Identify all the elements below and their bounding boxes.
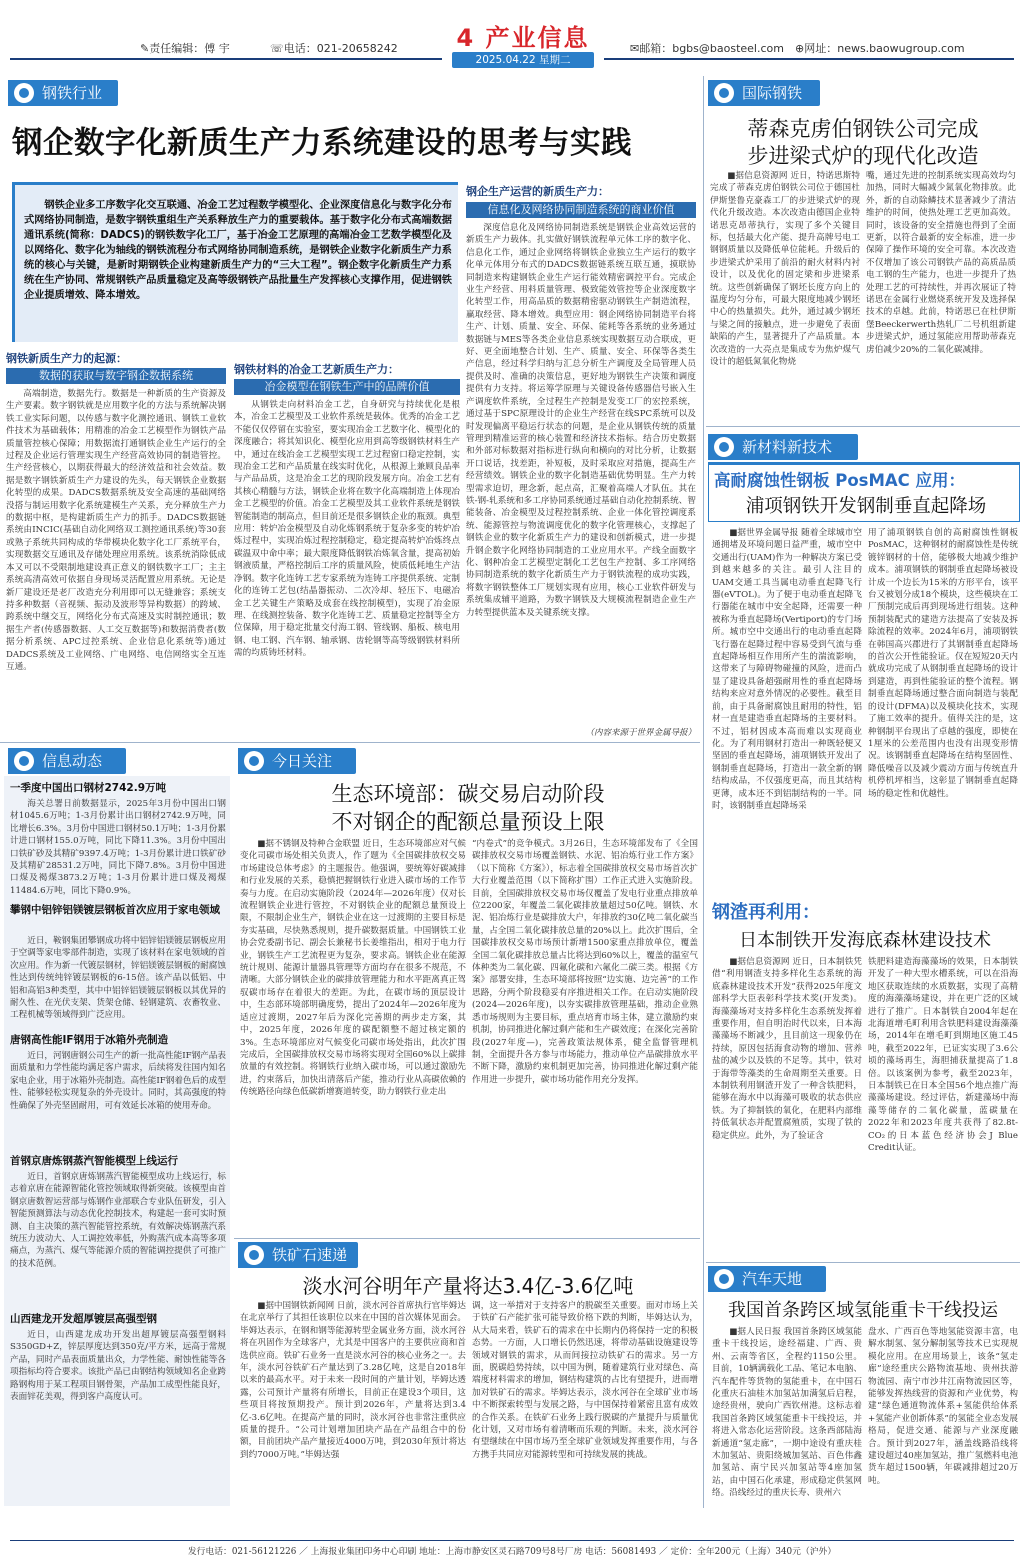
intl-headline-line1: 蒂森克虏伯钢铁公司完成 <box>747 117 979 141</box>
footer-text: 发行电话：021-56121226 ／ 上海报业集团印务中心印刷 地址：上海市静安区灵石路709号8号厂房 电话：56081493 ／ 定价：全年200元（上海）340元（沪外） <box>187 1547 837 1557</box>
date-badge: 2025.04.22 星期二 <box>452 52 594 68</box>
section-divider <box>706 426 1020 427</box>
phone-label: ☏电话：021-20658242 <box>270 42 398 55</box>
brief-title: 一季度中国出口钢材2742.9万吨 <box>10 782 167 794</box>
editor-label: ✎责任编辑：傅 宇 <box>140 42 230 55</box>
today-body-col1: ■据不锈钢及特种合金联盟 近日，生态环境部应对气候变化司碳市场处相关负责人，作了题为《全国碳排放权交易市场建设总体考虑》的主题报告。他强调，要统筹好碳减排和行业发展的关系，稳慎把握钢铁行业进入碳市场的工作节奏与力度。在启动实施阶段（2024年—2026年度）仅对长流程钢铁企业进行管控，不对钢铁企业的配额总量预设上限，不限制企业生产，钢铁企业在这一过渡期的主要目标是夯实基础，尽快熟悉规则，提升碳数据质量。中国钢铁工业协会党委副书记、副会长兼秘书长姜维指出，相对于电力行业，钢铁生产工艺流程更为复杂，要求高。钢铁企业在能源统计规则、能源计量器具管理等方面均存在很多不规范，不清晰。大部分钢铁企业的碳排放管理能力和水平距离真正驾驭碳市场存在着很大的差距。为此，在碳市场的顶层设计中，生态部环境部明确度势，提出了2024年—2026年度为适应过渡期，2027年后为深化完善期的两步走方案，其中，2025年度，2026年度的碳配额整不超过核定额的3%。生态环境部应对气候变化司碳市场处指出，此次扩围完成后，全国碳排放权交易市场将实现对全国60%以上碳排放量的有效控制。将钢铁行业纳入碳市场，可以通过激励先进，约束落后，加快出清落后产能，推动行业从高碳依赖的传统路径向绿色低碳新增赛道转变，助力钢铁行业走出 <box>240 839 466 1098</box>
section-tag-today: 今日关注 <box>238 748 356 774</box>
auto-body-col2: 盘水、广西百色等地氢能资源丰富，电解水制氢、氢分解制氢等技术已实现规模化应用。在应用场景上，该条“氢走廊”途经重庆公路物流基地、贵州扶游物流园、南宁市沙井江南物流园区等，能够发挥热线营的资源和产业优势，构建“绿色通道物流体系+氢能供给体系+氢能产业创新体系”的氢能全业态发展格局，促进交通、能源与产业深度融合。预计到2027年，涵盖线路沿线将建设超过40座加氢站，推广氢燃料电池货车超过1500辆，年碳减排超过20万吨。 <box>868 1327 1018 1486</box>
circle-icon <box>14 83 34 103</box>
slag-body-col1: ■据信息资源网 近日，日本制铁凭借“利用钢渣支持多样化生态系统的海底森林建设技术开发”获得2025年度文部科学大臣表彰科学技术奖(开发类)。海藻藻场对支持多样化生态系统发挥着重要作用，但自明治时代以来，日本海藻藻场不断减少，且目前这一现象仍在持续，原因包括海食动物的增加、营养盐的减少以及铁的不足等。其中，铁对于海带等藻类的生命周期至关重要。日本制铁利用钢渣开发了一种含铁肥料，能够在海水中以海藻可吸收的状态供应铁。为了抑制铁的氧化，在肥料内部维持低氧状态并配置腐殖质，实现了铁的稳定供应。此外，为了验证含 <box>712 957 862 1141</box>
circle-icon <box>714 1269 734 1289</box>
footer-rule <box>10 1540 1014 1541</box>
section-divider <box>0 742 700 743</box>
col3-banner: 信息化及网络协同制造系统的商业价值 <box>466 202 696 218</box>
col2-subheading: 钢铁材料的冶金工艺新质生产力： <box>234 363 399 376</box>
col2-banner: 冶金模型在钢铁生产中的品牌价值 <box>234 379 460 395</box>
ore-headline: 淡水河谷明年产量将达3.4亿-3.6亿吨 <box>302 1274 634 1298</box>
intl-body-col2: 嘴，通过先进的控制系统实现高效均匀加热，同时大幅减少氮氧化物排放。此外，新的自动除鳞技术显著减少了清洁维护的时间，使热处理工艺更加高效。同时，该设备的安全措施也得到了全面更新，以符合最新的安全标准，进一步保障了操作环境的安全可靠。本次改造不仅增加了该公司钢铁产品的高质品质电工钢的生产能力，也进一步提升了热处理工艺的可持续性，并再次展证了特诺思在金属行业燃烧系统开发及选择保技术的卓越。此前，特诺思已在杜伊斯堡Beeckerwerth热轧厂二号机组新建步进梁式炉，通过氢能应用帮助蒂森克虏伯减少20%的二氧化碳减排。 <box>866 171 1016 355</box>
lead-text: 钢铁企业多工序数字化交互联通、冶金工艺过程数学模型化、企业深度信息化与数字化分布式网络协同制造，是数字钢铁重组生产关系释放生产力的重要载体。基于数字化分布式高端数据通讯系统(简称：DADCS)的钢铁数字化工厂，基于冶金工艺原理的高端冶金工艺数学模型化及以网络化、数字化为轴线的钢铁流程分布式网络协同制造系统，是钢铁企业数字化新质生产力系统的核心与关键，是新时期钢铁企业构建新质生产力的“三大工程”。钢企数字化新质生产力系统在生产协同、常规钢铁产品质量稳定及高等级钢铁产品批量生产发挥核心支撑作用，促进钢铁企业提质增效、降本增效。 <box>24 200 452 301</box>
ore-body-col1: ■据中国钢铁新闻网 日前，淡水河谷首席执行官毕姆达在北京举行了其担任该职位以来在中国的首次媒体见面会。毕姆达表示，在钢和钢等能源转型金属业务方面，淡水河谷将在巩固作为全球客户，尤其是中国客户的主要供应商和首选供应商。铁矿石业务一直是淡水河谷的核心业务之一。去年，淡水河谷铁矿石产量达到了3.28亿吨，这是自2018年以来的最高水平。对于未来一段时间的产量计划，毕姆达透露，公司预计产量将有所增长，目前正在建设3个项目，这些项目将按预期投产。预计到2026年，产量将达到3.4亿-3.6亿吨。在提高产量的同时，淡水河谷也非常注重供应质量的提升。“公司计划增加团块产品在产品组合中的份额，目前团块产品产量接近4000万吨，到2030年预计将达到约7000万吨。”毕姆达强 <box>240 1301 466 1460</box>
pencil-icon: ✎ <box>140 42 150 55</box>
masthead <box>0 0 1024 68</box>
globe-icon: ⊕ <box>795 42 805 55</box>
section-tag-steel: 钢铁行业 <box>8 80 118 106</box>
circle-icon <box>714 437 734 457</box>
section-tag-intl: 国际钢铁 <box>708 80 820 106</box>
slag-headline-1: 钢渣再利用： <box>712 902 820 923</box>
section-tag-auto: 汽车天地 <box>708 1266 826 1292</box>
brief-text: 近日，鞍钢集团攀钢成功将中铝锌铝镁镀层钢板应用于空调等家电零部件制造，实现了该材料在家电领域的首次应用。作为新一代镀层钢材，锌铝镁镀层钢板的耐腐蚀性达到传统纯锌镀层钢板的6-15倍。该产品以低铝、中铝和高铝3种类型，其中中铝锌铝镁镀层钢板以其优异的耐久性、在光伏支架、货架仓储、轻钢建筑、农畜牧业、工程机械等领域得到广泛应用。 <box>10 936 226 1021</box>
ore-body-col2: 调，这一举措对于支持客户的脱碳至关重要。面对市场上关于铁矿石产能扩张可能导致价格下跌的判断，毕姆达认为，从大局来看，铁矿石的需求在中长期内仍将保持一定的积极态势。一方面，人口增长仍然迅速，将带动基础设施建设等领域对钢铁的需求，从而间接拉动铁矿石的需求。另一方面，脱碳趋势持续，以中国为例，随着建筑行业对绿色、高端度材料需求的增加，钢结构建筑的占比有望提升，进而增加对铁矿石的需求。毕姆达表示，淡水河谷在全球矿业市场中不断探索转型与发展之路，与中国保持着紧密且富有成效的合作关系。在铁矿石业务上践行脱碳的产量提升与质量优化计划，又对市场有着清晰而乐观的判断。未来，淡水河谷有望继续在中国市场乃至全球矿业领域发挥重要作用，与各方携手共同应对能源转型和可持续发展的挑战。 <box>472 1301 698 1460</box>
newmat-headline-1: 高耐腐蚀性钢板 PosMAC 应用： <box>714 471 966 490</box>
section-tag-newmat: 新材料新技术 <box>708 434 858 460</box>
intl-body-col1: ■据信息资源网 近日，特诺思斯特完成了蒂森克虏伯钢铁公司位于德国杜伊斯堡鲁克豪森工厂的步进梁式炉的现代化升级改造。本次改造由德国企业特诺思克昂蒂执行，实现了多个关键目标，包括最大化产能、提升高牌号电工钢钢质量以及降低单位能耗。升级后的步进梁式炉采用了前沿的耐火材料内衬设计，以及优化的固定梁和步进梁系统。这些创新确保了钢坯长度方向上的温度均匀分布，可最大限度地减少钢坯中心的热量损失。此外，通过减少钢坯与梁之间的接触点，进一步避免了表面缺陷的产生，显著提升了产品质量。本次改造的一大亮点是集成专为焦炉煤气设计的超低氮氧化物烧 <box>710 171 860 368</box>
header-rule-right <box>604 58 1014 60</box>
col3-body: 深度信息化及网络协同制造系统是钢铁企业高效运营的新质生产力载体。扎实做好钢铁流程单元体工序的数字化、信息化工作，通过企业网络将钢铁企业独立生产运行的数字化单元体用分布式的DADCS数据链系统互联互通，摸联协同制造来构建钢铁企业生产运行能效精密调控平台。完成企业生产经营、用料质量管理、极致能效管控等企业深度数字化转型工作，用高品质的数据精密驱动钢铁生产制造流程，赢取经营、降本增效。典型应用：钢企网络协同制造平台将生产、计划、质量、安全、环保、能耗等各系统的业务通过数据链与MES等各类企业信息系统实现数据互动合联成，更好、更全面地整合计划、生产、质量、安全、环保等各类生产信息，经过科学归纳与汇总分析生产调度及全局管理人员提供及时、准确的决策信息，更好地为钢铁生产决策和调度提供有力支持。将运筹学原理与关键设备传感器信号嵌入生产调度软件系统，全过程生产控制是发变工厂的宏控系统，通过基于SPC原理设计的企业生产经营在线SPC系统可以及时发现偏离平稳运行状态的问题，是企业从钢铁传统的质量管理到精准运营的核心装置和经济技术指标。结合历史数据和外部对标数据对指标进行纵向和横向的对比分析，让数据开口说话，找差距，补短板，及时采取应对措施，提高生产经营绩效。钢铁企业的数字化制造基础优势明显。生产力转型需求迫切，理念新，起点高，汇聚着高端人才队伍。其在铁-钢-轧系统和多工序协同系统通过基础自动化控制系统、智能装备、冶金模型及过程控制系统、企业一体化管控调度系统、能源管控与物流调度优化的数字化管理核心，支撑起了钢铁企业的数字化新质生产力的建设和创新模式，进一步提升钢企数字化网络协同制造的工业应用水平。产线全面数字化、钢种冶金工艺模型定制化工艺包生产控制、多工序网络协同制造系统的数字化新质生产力于钢铁流程的成功实践，将数字钢铁整体工厂规划实现有应用，核心工业软件研发与系统集成辅平道路，为数字钢铁及大规模流程制造企业生产力转型提供蓝本及关键系统支撑。 <box>466 223 696 618</box>
brief-text: 近日，山西建龙成功开发出超厚镀层高强型钢料S350GD+Z，锌层厚度达到350克/平方米，远高于常规产品，同时产品表面质量出众，力学性能、耐蚀性能等各项指标均符合要求。该批产品已由钢结构领域知名企业跨路钢构用于某工程项目钢骨架，产品加工成型性能良好，表面锌花美观，得到客户高度认可。 <box>10 1330 226 1403</box>
col1-banner: 数据的获取与数字钢企数据系统 <box>6 368 226 384</box>
brief-title: 山西建龙开发超厚镀层高强型钢 <box>10 1313 157 1325</box>
column-divider <box>703 76 704 1508</box>
section-divider <box>706 1262 1020 1263</box>
brief-title: 攀钢中铝锌铝镁镀层钢板首次应用于家电领域 <box>10 904 220 916</box>
page-title: 4 产业信息 <box>456 24 590 52</box>
today-headline-line1: 生态环境部：碳交易启动阶段 <box>331 782 605 806</box>
slag-headline-2: 日本制铁开发海底森林建设技术 <box>739 930 991 951</box>
brief-title: 首钢京唐炼钢蒸汽智能模型上线运行 <box>10 1155 178 1167</box>
circle-icon <box>714 83 734 103</box>
auto-headline: 我国首条跨区域氢能重卡干线投运 <box>728 1300 998 1321</box>
section-tag-ore: 铁矿石速递 <box>238 1242 358 1268</box>
circle-icon <box>244 751 264 771</box>
brief-text: 近日，首钢京唐炼钢蒸汽智能模型成功上线运行，标志着京唐在能源智能化管控领域取得新突破。该模型由首钢京唐数智运营部与炼钢作业部联合专业队伍研发，引入智能预测算法与动态优化控制技术，构建起一套可实时预测、自主决策的蒸汽智能管控系统，有效解决炼钢蒸汽系统压力波动大、人工调控效率低，外购蒸汽成本高等多项痛点，为蒸汽、煤气等能源介质的智能调控提供了可推广的技术范例。 <box>10 1172 226 1269</box>
brief-text: 近日，河钢唐钢公司生产的新一批高性能IF钢产品表面质量和力学性能均满足客户需求，后续将发往国内知名家电企业，用于冰箱外壳制造。高性能IF钢着色后的成型性、能够轻松实现复杂的外壳设计。同时，其高强度的特性确保了外壳坚固耐用，可有效延长冰箱的使用寿命。 <box>10 1051 226 1111</box>
today-body-col2: “内卷式”的竞争模式。3月26日，生态环境部发布了《全国碳排放权交易市场覆盖钢铁、水泥、铝冶炼行业工作方案》（以下简称《方案》），标志着全国碳排放权交易市场首次扩大行业覆盖范围（以下简称扩围）工作正式进入实施阶段。目前，全国碳排放权交易市场仅覆盖了发电行业重点排放单位2200家，年覆盖二氧化碳排放量超过50亿吨。钢铁、水泥、铝冶炼行业是碳排放大户，年排放约30亿吨二氧化碳当量，占全国二氧化碳排放总量的20%以上。此次扩围后，全国碳排放权交易市场预计新增1500家重点排放单位，覆盖全国二氧化碳排放总量占比将达到60%以上，覆盖的温室气体种类为二氧化碳、四氟化碳和六氟化二碳三类。根据《方案》部署安排，生态环境部将按照“边实施、边完善”的工作思路，分两个阶段稳妥有序推进相关工作。在启动实施阶段(2024—2026年度)，以夯实碳排放管理基础，推动企业熟悉市场规则为主要目标，重点培育市场主体，建立激励约束机制，协同推进化解过剩产能和生产碳效度；在深化完善阶段(2027年度—)，完善政策法规体系，健全监督管理机制，全面提升各方参与市场能力，推动单位产品碳排放水平不断下降，激励约束机制更加完善，协同推进化解过剩产能作用进一步提升，碳市场功能作用充分发挥。 <box>472 839 698 1085</box>
section-tag-info: 信息动态 <box>8 748 126 774</box>
today-headline-line2: 不对钢企的配额总量预设上限 <box>331 810 605 834</box>
mail-icon: ✉ <box>630 42 640 55</box>
col2-body: 从钢铁走向材料冶金工艺，自身研究与持续优化是根本，冶金工艺模型及工业软件系统是载体。优秀的冶金工艺不能仅仅停留在实验室，要实现冶金工艺数字化、模型化的深度融合；将其知识化、模型化应用到高等级钢铁材料生产中，通过在线冶金工艺模型实现工艺过程窗口稳定控制，实现冶金工艺和产品质量在线实时优化，从根源上兼顾良品率与产品品质，这是冶金工艺的现阶段发展方向。冶金工艺有其核心精髓与方法，钢铁企业将在数字化高端制造上体现冶金工艺模型的价值。冶金工艺模型及其工业软件系统是钢铁智能制造的制高点，但目前还是很多钢铁企业的瓶颈。典型应用：转炉冶金模型及自动化炼钢系统于复杂多变的转炉冶炼过程中，实现冶炼过程控制稳定，稳定提高转炉冶炼终点碳温双中命中率；最大限度降低钢铁冶炼氧含量，提高初始钢液质量，严格控制后工序的质量风险，使质低耗地生产洁净钢。数字化连铸工艺专家系统为连铸工序提供系统、定制化的连铸工艺包(结晶器振动、二次冷却、轻压下、电磁冶金工艺关键生产策略及成套在线控制模型)，实现了冶金原理、在线测控装备、数字化连铸工艺、质量稳定控制等全方位保障，用于稳定批量交付海工钢、管线钢、船板、核电用钢、电工钢、汽车钢、轴承钢、齿轮钢等高等级钢铁材料所需的均质铸坯材料。 <box>234 400 460 659</box>
circle-icon <box>244 1245 264 1265</box>
section-divider <box>234 1238 700 1239</box>
auto-body-col1: ■据人民日报 我国首条跨区域氢能重卡干线投运，途经福建、广西、贵州、云南等省区，全程约1150公里。目前，10辆满载化工品、笔记本电脑、汽车配件等货物的氢能重卡，在中国石化重庆石油桂木加氢站加满氢后启程，途经贵州，驶向广西钦州港。这标志着我国首条跨区域氢能重卡干线投运，并将进入常态化运营阶段。这条西部陆海新通道“氢走廊”，一期中途设有重庆桂木加氢站、贵阳绕城加氢站、百色伟鑫加氢站、南宁民兴加氢站等4座加氢站，由中国石化承建，形成稳定供氢网络。沿线经过的重庆长寿、贵州六 <box>712 1327 862 1499</box>
source-note: （内容来源于世界金属导报） <box>585 728 696 738</box>
header-rule <box>10 58 442 60</box>
newmat-body-col2: 用了浦项钢铁自创的高耐腐蚀性钢板PosMAC，这种钢材的耐腐蚀性是传统镀锌钢材的十倍，能够极大地减少维护成本。浦项钢铁的钢制垂直起降场被设计成一个边长为15米的方形平台，该平台又被划分成18个模块，这些模块在工厂预制完成后再到现场进行组装。这种预制装配式的建造方法提高了安装及拆除流程的效率。2024年6月，浦项钢铁在韩国高兴郡进行了其钢制垂直起降场的首次公开性能验证。仅在短短20天内就成功完成了从钢制垂直起降场的设计到建造，再到性能验证的整个流程。钢制垂直起降场通过整合面向制造与装配的设计(DFMA)以及模块化技术，实现了施工效率的提升。值得关注的是，这种钢制平台现出了卓越的强度，即使在1厘米的公差范围内也没有出现变形情况。该钢制垂直起降场在结构坚固性、降低噪音以及减少震动方面与传统直升机停机坪相当，这彰显了钢制垂直起降场的稳定性和优越性。 <box>868 528 1018 799</box>
newmat-body-col1: ■据世界金属导报 随着全球城市空通拥堵及环境问题日益严重，城市空中交通出行(UAM)作为一种解决方案已受到越来越多的关注。最引人注目的UAM交通工具当属电动垂直起降飞行器(eVTOL)。为了便于电动垂直起降飞行器能在城市中安全起降，还需要一种被称为垂直起降场(Vertiport)的专门场所。城市空中交通出行的电动垂直起降飞行器在起降过程中容易受到气流与垂直起降场相互作用所产生的湍流影响，这带来了与障碍物碰撞的风险，进而凸显了建设具备超强耐用性的垂直起降场结构来应对意外情况的必要性。截至目前，由于具备耐腐蚀且耐用的特性，铝材一直是建造垂直起降场的主要材料。不过，铝材因成本高而难以实现商业化。为了利用钢材打造出一种既轻便又坚固的垂直起降场，浦项钢铁开发出了钢制垂直起降场，打造出一款全新的钢结构成品，不仅强度更高，而且其结构更薄，成本还不到铝制结构的一半。同时，该钢制垂直起降场采 <box>712 528 862 811</box>
circle-icon <box>14 751 34 771</box>
brief-text: 海关总署日前数据显示，2025年3月份中国出口钢材1045.6万吨；1-3月份累计出口钢材2742.9万吨，同比增长6.3%。3月份中国进口钢材50.1万吨；1-3月份累计进口钢材155.0万吨，同比下降11.3%。3月份中国出口铁矿砂及其精矿9397.4万吨；1-3月份累计进口铁矿砂及其精矿28531.2万吨，同比下降7.8%。3月份中国进口煤及褐煤3873.2万吨；1-3月份累计进口煤及褐煤11484.6万吨，同比下降0.9%。 <box>10 799 226 896</box>
col1-subheading: 钢铁新质生产力的起源： <box>6 352 127 365</box>
intl-headline-line2: 步进梁式炉的现代化改造 <box>747 144 979 168</box>
col3-subheading: 钢企生产运营的新质生产力： <box>466 185 609 198</box>
brief-title: 唐钢高性能IF钢用于冰箱外壳制造 <box>10 1034 169 1046</box>
feature-headline: 钢企数字化新质生产力系统建设的思考与实践 <box>12 126 632 161</box>
slag-body-col2: 铁肥料建造海藻藻场的效果，日本制铁开发了一种大型水槽系统，可以在沿海地区获取连续的水质数据，实现了高精度的海藻藻场建设，并在更广泛的区域进行了推广。日本制铁自2004年起在北海道增毛町利用含铁肥料建设海藻藻场，2014年在增毛町到期地区施工45吨，截至2022年，已证实实现了3.6公顷的藻场再生，海胆捕获量提高了1.8倍。以该案例为参考，截至2023年，日本制铁已在日本全国56个地点推广海藻藻场建设。经过评估，新建藻场中海藻等储存的二氧化碳量，蓝碳量在2022年和2023年度共获得了82.8t-CO₂的日本蓝色经济协会J Blue Credit认证。 <box>868 957 1018 1154</box>
website-label: ⊕网址：news.baowugroup.com <box>795 42 965 55</box>
col1-body: 高端制造，数据先行。数据是一种新质的生产资源及生产要素。数字钢铁就是应用数字化的方法与系统解决钢铁工业实际问题，以传感与数字化测控通讯、钢铁工业软件技术为基础载体；用精准的冶金工艺模型作为钢铁产品质量管控核心保障；用数据流打通钢铁企业生产运行的全过程及企业运行管理实现生产经营高效协同的制造管控。生产经营核心，以期获得最大的经济效益和社会效益。数据是数字钢铁新质生产力建设的先头，每天钢铁企业数据化转型的成果。DADCS数据系统及安全高速的基础网络没搭与制运用数字化系统建模生产关系，充分释放生产力的数据中枢，是构建新质生产力的抓手。DADCS数据链系统由INCIC(基础自动化网络双工测控通讯系统)等30套或熟子系统共同构成的华带模块化数字化工厂系统平台，实现数据交互通讯及存储处理应用系统。该系统消除低成本又可以不受限制地建设真正意义的钢铁数字工厂；主主系统高清高效可依据自身现场灵活配置应用系统。无论是新厂建设还是老厂改造充分利用即可以无缝兼容；系统支持多种数据（音视频、振动及波形等异构数据）的跨域、跨系统中继交互，网络化分布式高速及实时制控通讯；数据生产者(传感器数据、人工交互数据等)和数据消费者(数据分析系统、APC过控系统、企业信息化系统等)通过DADCS系统及工业网络、广电网络、电信网络实全互连互通。 <box>6 389 226 672</box>
email-label: ✉邮箱：bgbs@baosteel.com <box>630 42 784 55</box>
newmat-headline-2: 浦项钢铁开发钢制垂直起降场 <box>745 496 987 517</box>
phone-icon: ☏ <box>270 42 284 55</box>
